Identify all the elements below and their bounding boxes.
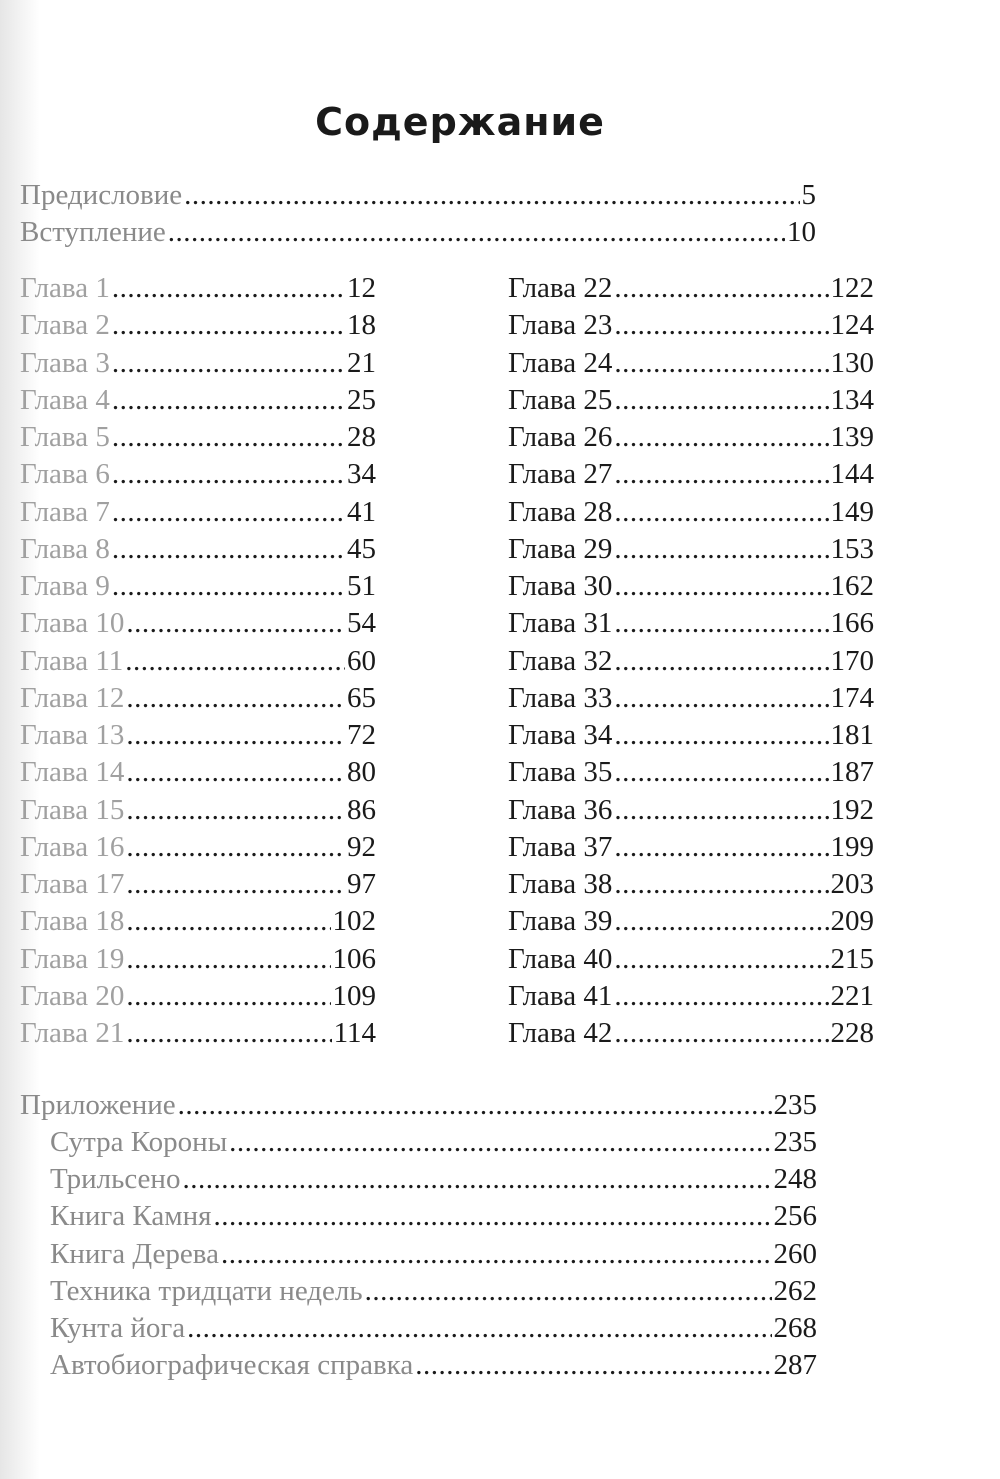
toc-entry-label: Глава 4 bbox=[20, 383, 110, 416]
toc-entry-page: 12 bbox=[347, 272, 376, 304]
toc-entry-label: Глава 24 bbox=[508, 346, 613, 379]
toc-entry bbox=[20, 866, 376, 903]
toc-entry bbox=[508, 754, 874, 791]
toc-entry-page: 60 bbox=[347, 644, 376, 677]
toc-entry bbox=[508, 382, 874, 419]
dot-leader bbox=[126, 866, 345, 903]
dot-leader bbox=[112, 270, 345, 307]
toc-entry-label: Глава 16 bbox=[20, 830, 125, 863]
toc-entry bbox=[20, 680, 376, 717]
dot-leader bbox=[126, 829, 345, 866]
toc-entry-label: Глава 42 bbox=[508, 1017, 613, 1049]
toc-entry-page: 21 bbox=[347, 346, 376, 379]
dot-leader bbox=[112, 419, 345, 456]
toc-entry-label: Глава 1 bbox=[20, 272, 110, 304]
toc-entry bbox=[508, 1015, 874, 1052]
toc-entry bbox=[20, 382, 376, 419]
toc-entry-label: Глава 3 bbox=[20, 346, 110, 379]
toc-entry-label: Глава 40 bbox=[508, 942, 613, 975]
toc-entry-page: 41 bbox=[347, 495, 376, 528]
toc-entry-label: Глава 31 bbox=[508, 607, 613, 640]
toc-entry-page: 134 bbox=[830, 383, 874, 416]
toc-entry-page: 65 bbox=[347, 681, 376, 714]
toc-entry-label: Глава 34 bbox=[508, 719, 613, 751]
toc-entry-label: Глава 41 bbox=[508, 979, 613, 1012]
dot-leader bbox=[182, 1161, 771, 1198]
toc-entry bbox=[50, 1347, 817, 1384]
toc-entry-label: Автобиографическая справка bbox=[50, 1349, 414, 1382]
toc-entry-label: Сутра Короны bbox=[50, 1126, 228, 1158]
toc-entry bbox=[508, 829, 874, 866]
toc-entry-label: Глава 33 bbox=[508, 681, 613, 714]
toc-entry-page: 203 bbox=[830, 868, 874, 900]
toc-entry bbox=[508, 531, 874, 568]
toc-entry bbox=[20, 531, 376, 568]
toc-entry bbox=[20, 568, 376, 605]
dot-leader bbox=[614, 754, 828, 791]
dot-leader bbox=[187, 1310, 771, 1347]
toc-entry bbox=[50, 1310, 817, 1347]
toc-entry bbox=[508, 568, 874, 605]
dot-leader bbox=[614, 345, 828, 382]
toc-entry bbox=[20, 978, 376, 1015]
dot-leader bbox=[126, 605, 345, 642]
toc-entry-page: 260 bbox=[773, 1237, 817, 1270]
dot-leader bbox=[126, 941, 330, 978]
dot-leader bbox=[365, 1273, 772, 1310]
dot-leader bbox=[415, 1347, 771, 1384]
toc-entry-label: Глава 35 bbox=[508, 756, 613, 789]
toc-entry-page: 215 bbox=[830, 942, 874, 975]
toc-entry bbox=[20, 345, 376, 382]
dot-leader bbox=[126, 903, 330, 940]
toc-entry bbox=[508, 494, 874, 531]
toc-entry bbox=[508, 419, 874, 456]
toc-entry bbox=[508, 345, 874, 382]
toc-entry-label: Глава 27 bbox=[508, 458, 613, 491]
dot-leader bbox=[184, 177, 799, 214]
toc-entry-label: Глава 10 bbox=[20, 607, 125, 640]
dot-leader bbox=[614, 605, 828, 642]
toc-entry bbox=[50, 1236, 817, 1273]
dot-leader bbox=[614, 307, 828, 344]
dot-leader bbox=[125, 643, 345, 680]
dot-leader bbox=[614, 941, 828, 978]
toc-entry-page: 166 bbox=[830, 607, 874, 640]
toc-entry-label: Предисловие bbox=[20, 179, 183, 211]
toc-entry bbox=[20, 829, 376, 866]
dot-leader bbox=[614, 866, 828, 903]
dot-leader bbox=[112, 345, 345, 382]
toc-entry-label: Глава 12 bbox=[20, 681, 125, 714]
toc-entry-page: 10 bbox=[787, 216, 816, 248]
dot-leader bbox=[614, 792, 828, 829]
dot-leader bbox=[112, 382, 345, 419]
dot-leader bbox=[112, 568, 345, 605]
toc-entry-page: 97 bbox=[347, 868, 376, 900]
toc-entry-page: 228 bbox=[830, 1017, 874, 1049]
toc-entry-page: 18 bbox=[347, 309, 376, 342]
toc-entry-label: Глава 23 bbox=[508, 309, 613, 342]
toc-entry-label: Глава 17 bbox=[20, 868, 125, 900]
toc-entry-label: Приложение bbox=[20, 1089, 176, 1121]
toc-entry-label: Глава 39 bbox=[508, 905, 613, 938]
dot-leader bbox=[614, 978, 828, 1015]
toc-entry-page: 221 bbox=[830, 979, 874, 1012]
toc-entry bbox=[20, 717, 376, 754]
toc-entry-label: Глава 14 bbox=[20, 756, 125, 789]
toc-entry-page: 235 bbox=[773, 1089, 817, 1121]
toc-entry bbox=[508, 643, 874, 680]
dot-leader bbox=[614, 531, 828, 568]
toc-entry-page: 51 bbox=[347, 570, 376, 602]
toc-entry-label: Глава 37 bbox=[508, 830, 613, 863]
toc-entry-label: Глава 6 bbox=[20, 458, 110, 491]
toc-entry bbox=[508, 903, 874, 940]
dot-leader bbox=[614, 568, 828, 605]
toc-entry-page: 149 bbox=[830, 495, 874, 528]
toc-entry-page: 124 bbox=[830, 309, 874, 342]
toc-entry bbox=[50, 1273, 817, 1310]
toc-entry bbox=[20, 214, 816, 251]
toc-entry-page: 25 bbox=[347, 383, 376, 416]
dot-leader bbox=[112, 456, 345, 493]
toc-entry-label: Глава 30 bbox=[508, 570, 613, 602]
dot-leader bbox=[126, 792, 345, 829]
toc-entry-label: Глава 2 bbox=[20, 309, 110, 342]
toc-entry bbox=[20, 754, 376, 791]
toc-entry-page: 114 bbox=[333, 1017, 376, 1049]
toc-entry bbox=[508, 270, 874, 307]
dot-leader bbox=[614, 643, 828, 680]
toc-entry-page: 86 bbox=[347, 793, 376, 826]
toc-entry-page: 153 bbox=[830, 532, 874, 565]
toc-entry bbox=[20, 270, 376, 307]
toc-entry-page: 139 bbox=[830, 421, 874, 453]
toc-entry-page: 192 bbox=[830, 793, 874, 826]
toc-entry bbox=[50, 1124, 817, 1161]
toc-entry-label: Глава 18 bbox=[20, 905, 125, 938]
toc-entry-label: Глава 22 bbox=[508, 272, 613, 304]
toc-entry-page: 5 bbox=[801, 179, 816, 211]
dot-leader bbox=[614, 382, 828, 419]
dot-leader bbox=[614, 419, 828, 456]
toc-entry-label: Глава 29 bbox=[508, 532, 613, 565]
toc-entry-page: 256 bbox=[773, 1200, 817, 1233]
toc-entry-label: Глава 25 bbox=[508, 383, 613, 416]
dot-leader bbox=[178, 1087, 772, 1124]
dot-leader bbox=[614, 680, 828, 717]
toc-entry-label: Книга Дерева bbox=[50, 1237, 219, 1270]
toc-entry-label: Вступление bbox=[20, 216, 166, 248]
toc-entry bbox=[50, 1198, 817, 1235]
toc-entry-page: 287 bbox=[773, 1349, 817, 1382]
dot-leader bbox=[112, 531, 345, 568]
toc-entry-label: Глава 19 bbox=[20, 942, 125, 975]
dot-leader bbox=[614, 829, 828, 866]
dot-leader bbox=[168, 214, 785, 251]
dot-leader bbox=[614, 494, 828, 531]
dot-leader bbox=[614, 270, 828, 307]
toc-entry-label: Глава 15 bbox=[20, 793, 125, 826]
page-title: Содержание bbox=[315, 100, 605, 144]
toc-entry-label: Глава 7 bbox=[20, 495, 110, 528]
toc-entry-page: 106 bbox=[332, 942, 376, 975]
toc-entry-page: 122 bbox=[830, 272, 874, 304]
toc-entry-label: Глава 8 bbox=[20, 532, 110, 565]
toc-entry-page: 130 bbox=[830, 346, 874, 379]
toc-entry bbox=[20, 903, 376, 940]
toc-entry-page: 235 bbox=[773, 1126, 817, 1158]
toc-entry-page: 34 bbox=[347, 458, 376, 491]
toc-entry-label: Кунта йога bbox=[50, 1312, 186, 1344]
toc-entry bbox=[508, 456, 874, 493]
dot-leader bbox=[126, 680, 345, 717]
dot-leader bbox=[126, 978, 330, 1015]
toc-entry bbox=[508, 941, 874, 978]
toc-entry-label: Глава 28 bbox=[508, 495, 613, 528]
toc-entry-page: 209 bbox=[830, 905, 874, 938]
dot-leader bbox=[614, 903, 828, 940]
toc-entry-label: Глава 36 bbox=[508, 793, 613, 826]
toc-entry-label: Глава 20 bbox=[20, 979, 125, 1012]
toc-entry-label: Глава 9 bbox=[20, 570, 110, 602]
toc-entry bbox=[20, 941, 376, 978]
toc-entry-page: 28 bbox=[347, 421, 376, 453]
toc-entry bbox=[20, 456, 376, 493]
toc-entry-label: Глава 26 bbox=[508, 421, 613, 453]
toc-entry-page: 162 bbox=[830, 570, 874, 602]
toc-entry bbox=[20, 1015, 376, 1052]
toc-entry-page: 72 bbox=[347, 719, 376, 751]
toc-entry-label: Глава 5 bbox=[20, 421, 110, 453]
toc-entry bbox=[508, 866, 874, 903]
toc-entry bbox=[20, 605, 376, 642]
toc-entry bbox=[20, 307, 376, 344]
toc-entry bbox=[508, 605, 874, 642]
toc-entry-page: 199 bbox=[830, 830, 874, 863]
toc-entry-page: 187 bbox=[830, 756, 874, 789]
dot-leader bbox=[614, 456, 828, 493]
toc-entry bbox=[20, 792, 376, 829]
toc-entry bbox=[508, 717, 874, 754]
toc-entry bbox=[508, 307, 874, 344]
toc-entry-label: Книга Камня bbox=[50, 1200, 212, 1233]
toc-entry-page: 109 bbox=[332, 979, 376, 1012]
dot-leader bbox=[112, 494, 345, 531]
dot-leader bbox=[126, 1015, 331, 1052]
toc-entry-page: 174 bbox=[830, 681, 874, 714]
toc-entry bbox=[20, 1087, 817, 1124]
toc-entry-label: Глава 32 bbox=[508, 644, 613, 677]
toc-entry-page: 45 bbox=[347, 532, 376, 565]
dot-leader bbox=[614, 1015, 828, 1052]
toc-entry-page: 181 bbox=[830, 719, 874, 751]
toc-entry-page: 268 bbox=[773, 1312, 817, 1344]
toc-entry bbox=[20, 494, 376, 531]
dot-leader bbox=[126, 717, 345, 754]
toc-entry bbox=[508, 792, 874, 829]
toc-entry-page: 54 bbox=[347, 607, 376, 640]
toc-entry bbox=[20, 419, 376, 456]
dot-leader bbox=[112, 307, 345, 344]
toc-entry bbox=[508, 680, 874, 717]
toc-entry bbox=[50, 1161, 817, 1198]
dot-leader bbox=[213, 1198, 771, 1235]
toc-entry-page: 102 bbox=[332, 905, 376, 938]
dot-leader bbox=[221, 1236, 772, 1273]
toc-entry-page: 144 bbox=[830, 458, 874, 491]
toc-entry-page: 80 bbox=[347, 756, 376, 789]
toc-entry-label: Глава 11 bbox=[20, 644, 124, 677]
toc-entry-label: Трильсено bbox=[50, 1163, 181, 1196]
toc-entry bbox=[20, 643, 376, 680]
toc-entry-label: Глава 13 bbox=[20, 719, 125, 751]
dot-leader bbox=[126, 754, 345, 791]
toc-entry-page: 170 bbox=[830, 644, 874, 677]
toc-entry-page: 92 bbox=[347, 830, 376, 863]
toc-entry-page: 262 bbox=[773, 1274, 817, 1307]
toc-entry-label: Техника тридцати недель bbox=[50, 1274, 363, 1307]
toc-entry-label: Глава 21 bbox=[20, 1017, 125, 1049]
dot-leader bbox=[614, 717, 828, 754]
toc-entry bbox=[508, 978, 874, 1015]
toc-entry bbox=[20, 177, 816, 214]
toc-entry-page: 248 bbox=[773, 1163, 817, 1196]
dot-leader bbox=[229, 1124, 771, 1161]
toc-entry-label: Глава 38 bbox=[508, 868, 613, 900]
